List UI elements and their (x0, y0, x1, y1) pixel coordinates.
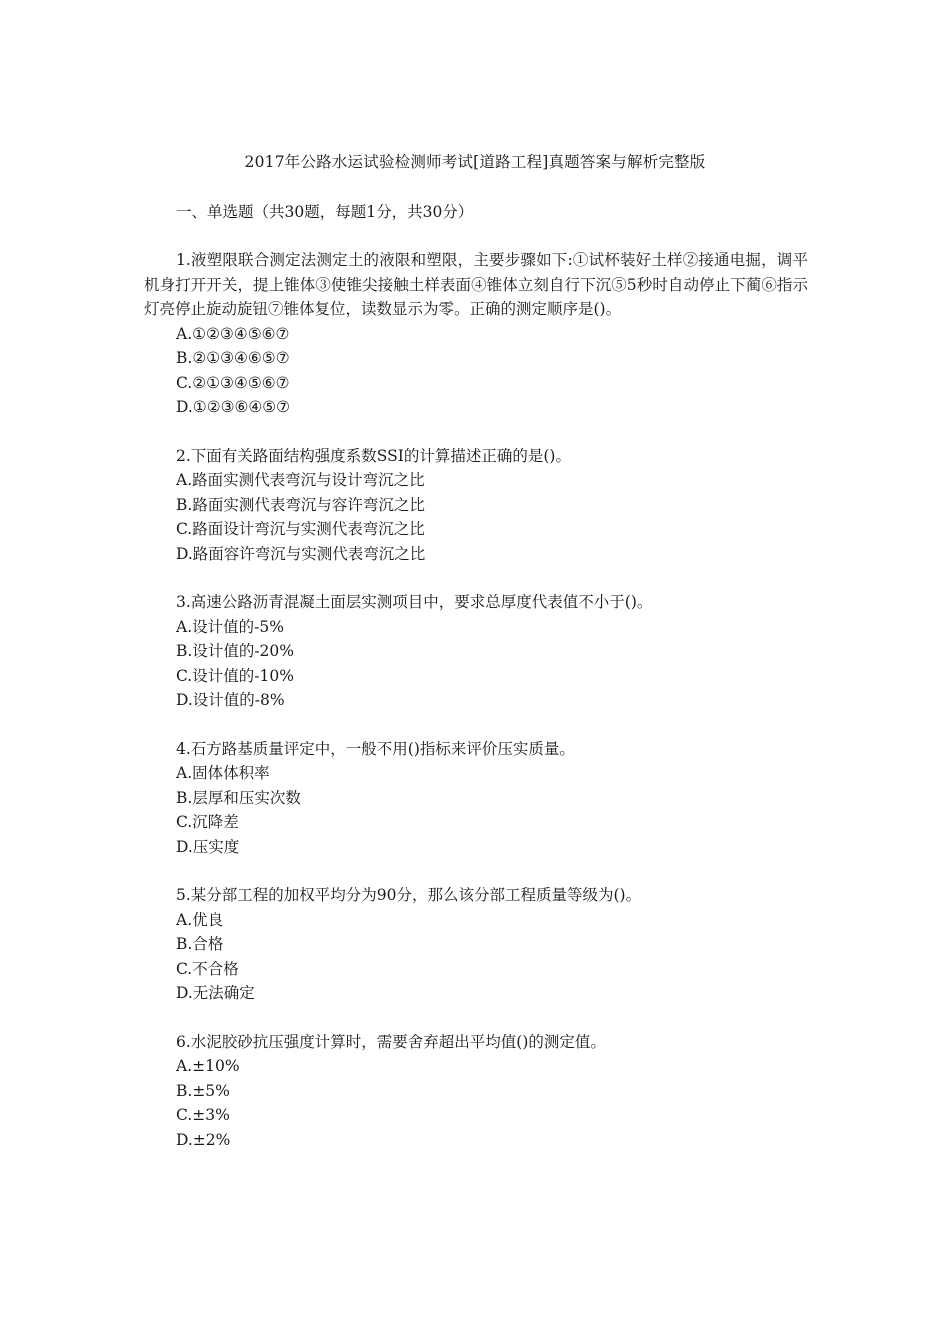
option-a: A.①②③④⑤⑥⑦ (176, 324, 290, 343)
section-heading: 一、单选题（共30题，每题1分，共30分） (176, 203, 474, 221)
option-b: B.②①③④⑥⑤⑦ (176, 349, 290, 367)
question-stem: 3.高速公路沥青混凝土面层实测项目中，要求总厚度代表值不小于()。 (176, 593, 653, 611)
option-b: B.设计值的-20% (176, 642, 295, 660)
question-stem: 4.石方路基质量评定中，一般不用()指标来评价压实质量。 (176, 739, 575, 758)
option-d: D.无法确定 (176, 984, 255, 1002)
option-c: C.不合格 (176, 959, 239, 978)
question-list (144, 248, 808, 1176)
option-b: B.层厚和压实次数 (176, 788, 301, 807)
option-d: D.①②③⑥④⑤⑦ (176, 398, 291, 416)
option-c: C.设计值的-10% (176, 666, 294, 685)
question-1 (144, 248, 808, 420)
option-d: D.±2% (176, 1130, 231, 1149)
option-b: B.±5% (176, 1081, 230, 1100)
question-stem: 5.某分部工程的加权平均分为90分，那么该分部工程质量等级为()。 (176, 886, 642, 904)
question-6 (144, 1030, 808, 1153)
option-d: D.设计值的-8% (176, 691, 285, 709)
question-stem: 2.下面有关路面结构强度系数SSI的计算描述正确的是()。 (176, 446, 571, 465)
option-a: A.固体体积率 (176, 764, 270, 782)
document-title: 2017年公路水运试验检测师考试[道路工程]真题答案与解析完整版 (244, 153, 706, 171)
option-a: A.±10% (176, 1057, 240, 1075)
option-c: C.±3% (176, 1106, 230, 1124)
question-stem: 1.液塑限联合测定法测定土的液限和塑限，主要步骤如下:①试杯装好土样②接通电掘，调平机身打开开关，提上锥体③使锥尖接触土样表面④锥体立刻自行下沉⑤5秒时自动停止下蔺⑥指示灯亮停止旋动旋钮⑦锥体复位，读数显示为零。正确的测定顺序是()。 (144, 251, 808, 318)
option-a: A.路面实测代表弯沉与设计弯沉之比 (176, 471, 425, 489)
option-b: B.合格 (176, 935, 224, 953)
question-4 (144, 737, 808, 860)
option-a: A.设计值的-5% (176, 617, 284, 636)
option-c: C.路面设计弯沉与实测代表弯沉之比 (176, 520, 425, 538)
option-c: C.沉降差 (176, 813, 239, 831)
option-a: A.优良 (176, 910, 224, 929)
option-d: D.路面容许弯沉与实测代表弯沉之比 (176, 544, 426, 563)
question-stem: 6.水泥胶砂抗压强度计算时，需要舍弃超出平均值()的测定值。 (176, 1032, 606, 1051)
question-3 (144, 590, 808, 713)
option-d: D.压实度 (176, 837, 240, 856)
question-5 (144, 883, 808, 1006)
question-2 (144, 444, 808, 567)
option-b: B.路面实测代表弯沉与容许弯沉之比 (176, 495, 425, 514)
option-c: C.②①③④⑤⑥⑦ (176, 373, 290, 392)
